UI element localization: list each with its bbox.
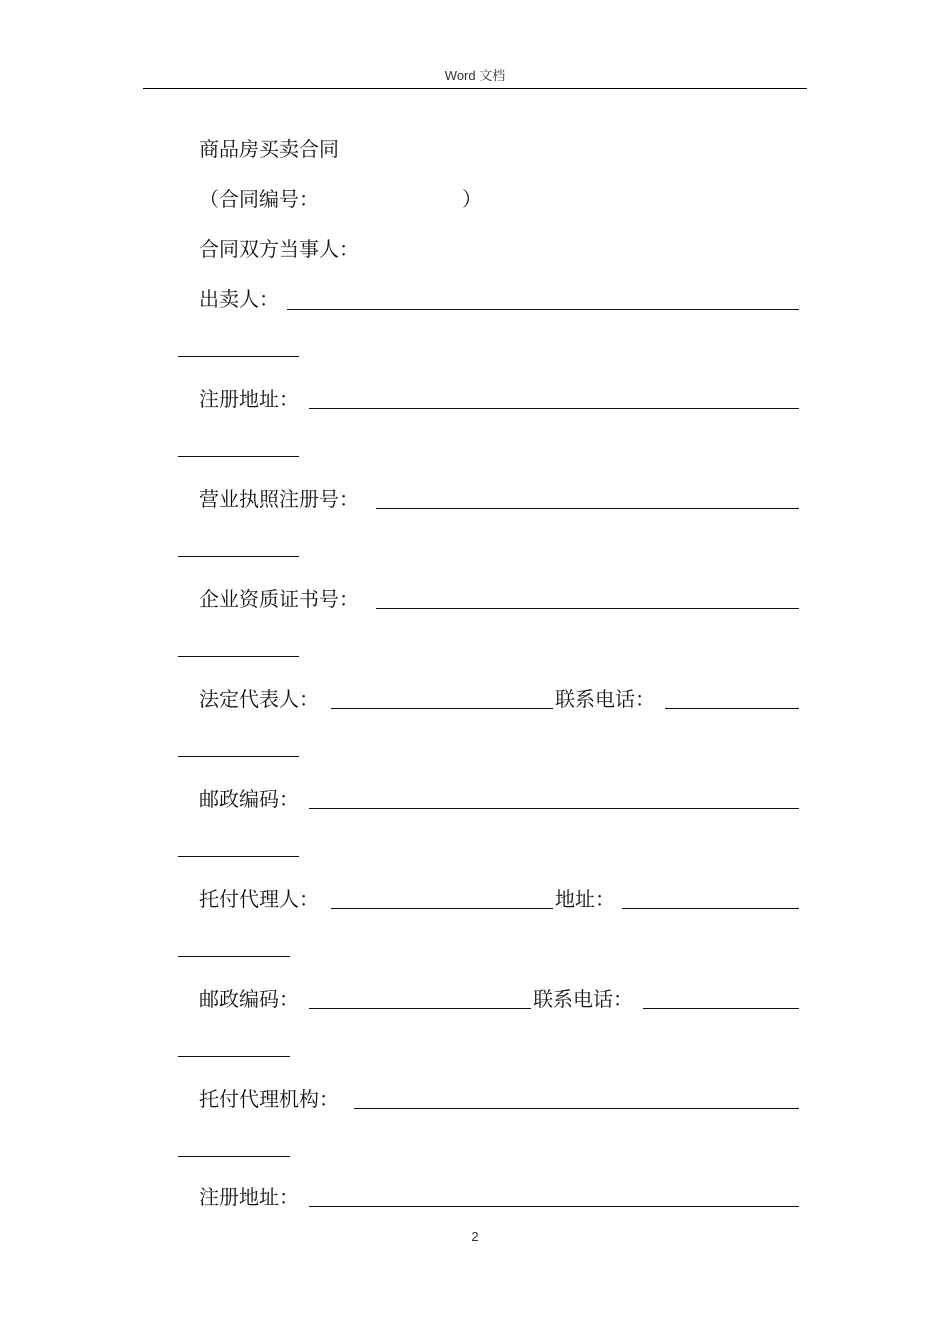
phone-1-blank-cont[interactable] bbox=[178, 756, 299, 757]
postal-code-1-label: 邮政编码： bbox=[199, 787, 299, 811]
business-license-label: 营业执照注册号： bbox=[199, 487, 359, 511]
document-title: 商品房买卖合同 bbox=[199, 137, 339, 161]
phone-1-label: 联系电话： bbox=[555, 687, 655, 711]
agent-blank[interactable] bbox=[331, 908, 553, 909]
address-blank-cont[interactable] bbox=[178, 956, 290, 957]
postal-code-2-label: 邮政编码： bbox=[199, 987, 299, 1011]
contract-number-close: ） bbox=[462, 187, 482, 211]
agency-blank-cont[interactable] bbox=[178, 1156, 290, 1157]
page-number: 2 bbox=[471, 1229, 479, 1244]
header-text: Word 文档 bbox=[444, 68, 506, 83]
agent-label: 托付代理人： bbox=[199, 887, 319, 911]
qualification-cert-label: 企业资质证书号： bbox=[199, 587, 359, 611]
address-label: 地址： bbox=[555, 887, 615, 911]
phone-2-blank[interactable] bbox=[643, 1008, 799, 1009]
agency-label: 托付代理机构： bbox=[199, 1087, 339, 1111]
registered-address-blank[interactable] bbox=[309, 408, 799, 409]
registered-address-blank-cont[interactable] bbox=[178, 456, 299, 457]
registered-address-label: 注册地址： bbox=[199, 387, 299, 411]
parties-heading: 合同双方当事人： bbox=[199, 237, 359, 261]
phone-1-blank[interactable] bbox=[665, 708, 799, 709]
seller-label: 出卖人： bbox=[199, 287, 279, 311]
seller-blank-cont[interactable] bbox=[178, 356, 299, 357]
qualification-cert-blank[interactable] bbox=[376, 608, 799, 609]
legal-rep-label: 法定代表人： bbox=[199, 687, 319, 711]
registered-address-2-label: 注册地址： bbox=[199, 1185, 299, 1209]
seller-blank[interactable] bbox=[287, 309, 799, 310]
registered-address-2-blank[interactable] bbox=[309, 1206, 799, 1207]
postal-code-2-blank[interactable] bbox=[309, 1008, 531, 1009]
phone-2-blank-cont[interactable] bbox=[178, 1056, 290, 1057]
page-header bbox=[143, 64, 807, 89]
postal-code-1-blank-cont[interactable] bbox=[178, 856, 299, 857]
business-license-blank[interactable] bbox=[376, 508, 799, 509]
postal-code-1-blank[interactable] bbox=[309, 808, 799, 809]
address-blank[interactable] bbox=[622, 908, 799, 909]
business-license-blank-cont[interactable] bbox=[178, 556, 299, 557]
phone-2-label: 联系电话： bbox=[533, 987, 633, 1011]
legal-rep-blank[interactable] bbox=[331, 708, 553, 709]
contract-number-open: （合同编号： bbox=[199, 187, 319, 211]
agency-blank[interactable] bbox=[354, 1108, 799, 1109]
qualification-cert-blank-cont[interactable] bbox=[178, 656, 299, 657]
